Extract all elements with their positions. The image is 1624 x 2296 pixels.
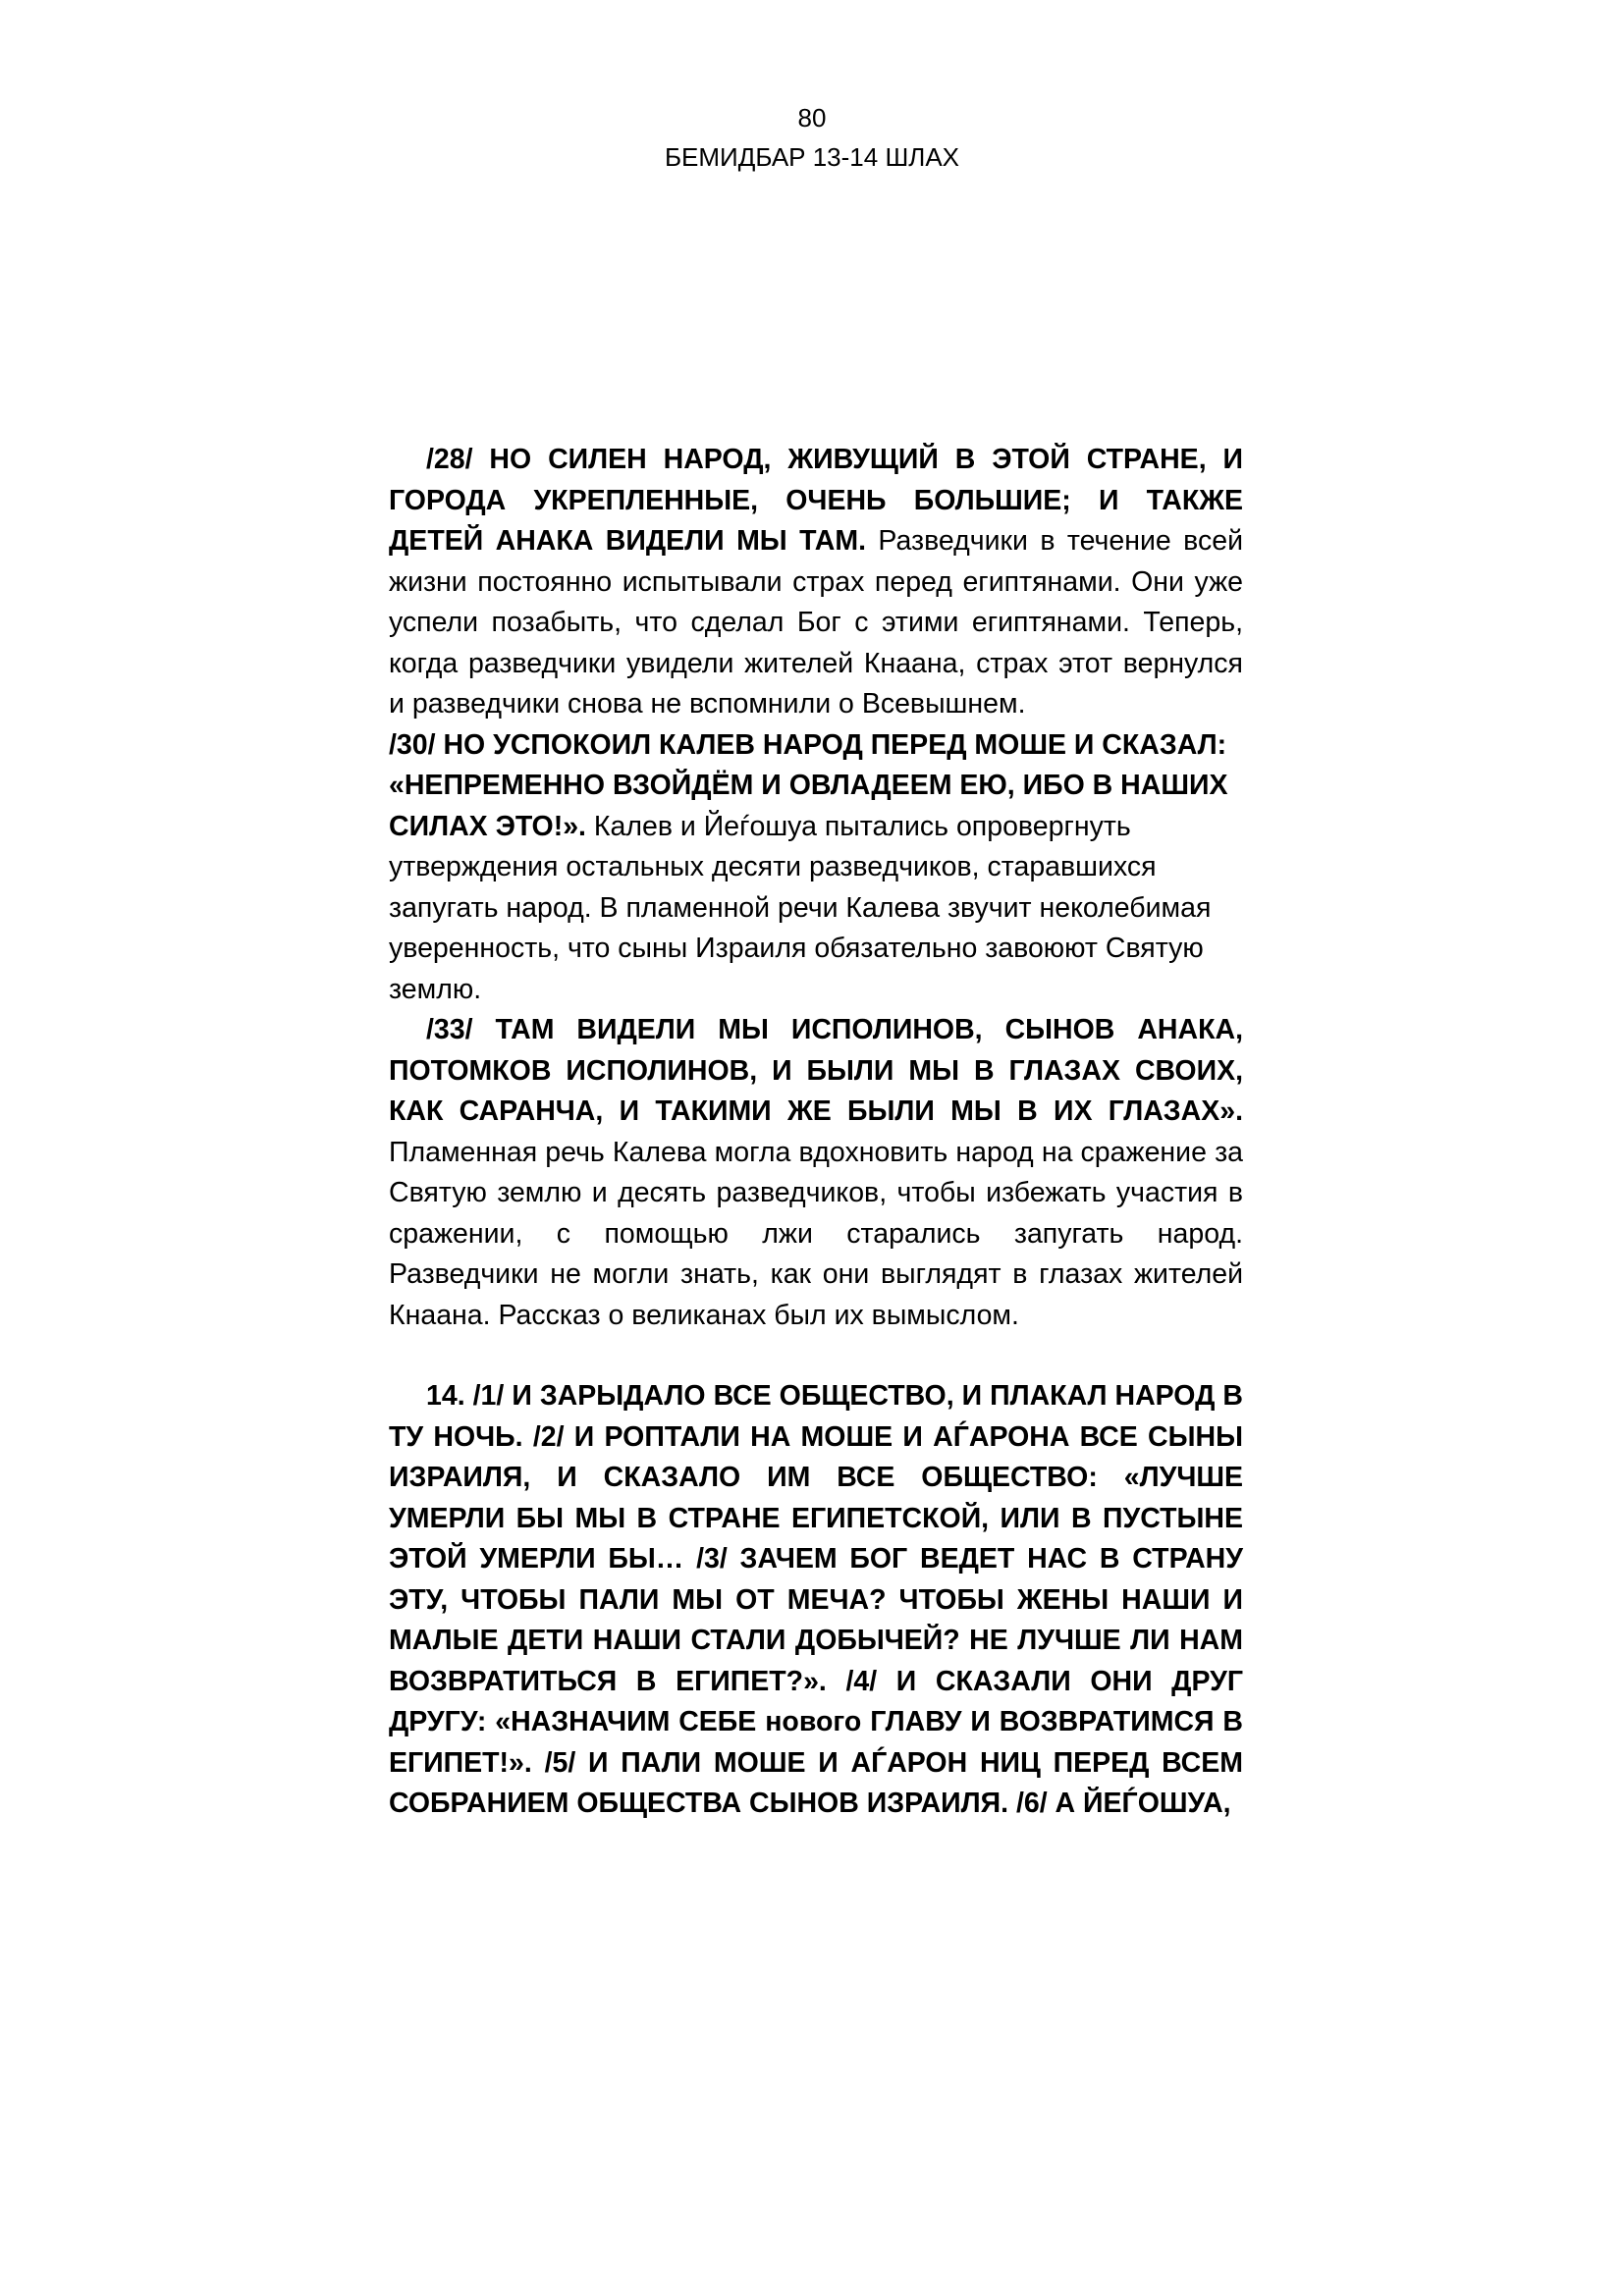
verse-text-continued: ГЛАВУ И ВОЗВРАТИМСЯ В ЕГИПЕТ!». /5/ И ПАЛИ МОШЕ И АЃАРОН НИЦ ПЕРЕД ВСЕМ СОБРАНИЕМ ОБЩЕСТВА СЫНОВ ИЗРАИЛЯ. /6/ А ЙЕЃОШУА, (389, 1706, 1244, 1819)
verse-text: /33/ ТАМ ВИДЕЛИ МЫ ИСПОЛИНОВ, СЫНОВ АНАКА, ПОТОМКОВ ИСПОЛИНОВ, И БЫЛИ МЫ В ГЛАЗАХ СВОИХ, КАК САРАНЧА, И ТАКИМИ ЖЕ БЫЛИ МЫ В ИХ ГЛАЗАХ». (389, 1014, 1243, 1127)
paragraph-gap (389, 1336, 1243, 1376)
verse-text: /28/ НО СИЛЕН НАРОД, ЖИВУЩИЙ В ЭТОЙ СТРАНЕ, И ГОРОДА УКРЕПЛЕННЫЕ, ОЧЕНЬ БОЛЬШИЕ; И ТАКЖЕ ДЕТЕЙ АНАКА ВИДЕЛИ МЫ ТАМ. (389, 444, 1243, 557)
running-title: БЕМИДБАР 13-14 ШЛАХ (664, 142, 960, 172)
paragraph-verse-33 (389, 1010, 1243, 1336)
commentary-text: Разведчики в течение всей жизни постоянно испытывали страх перед египтянами. Они уже успели позабыть, что сделал Бог с этими египтянами. Теперь, когда разведчики увидели жителей Кнаана, страх этот вернулся и разведчики снова не вспомнили о Всевышнем. (389, 525, 1244, 720)
inline-lowercase-word: нового (765, 1706, 862, 1737)
verse-text: /30/ НО УСПОКОИЛ КАЛЕВ НАРОД ПЕРЕД МОШЕ И СКАЗАЛ: «НЕПРЕМЕННО ВЗОЙДЁМ И ОВЛАДЕЕМ ЕЮ, ИБО В НАШИХ СИЛАХ ЭТО!». (389, 728, 1228, 842)
commentary-text: Калев и Йеѓошуа пытались опровергнуть утверждения остальных десяти разведчиков, старавшихся запугать народ. В пламенной речи Калева звучит неколебимая уверенность, что сыны Израиля обязательно завоюют Святую землю. (389, 810, 1212, 1005)
verse-text: 14. /1/ И ЗАРЫДАЛО ВСЕ ОБЩЕСТВО, И ПЛАКАЛ НАРОД В ТУ НОЧЬ. /2/ И РОПТАЛИ НА МОШЕ И АЃАРОНА ВСЕ СЫНЫ ИЗРАИЛЯ, И СКАЗАЛО ИМ ВСЕ ОБЩЕСТВО: «ЛУЧШЕ УМЕРЛИ БЫ МЫ В СТРАНЕ ЕГИПЕТСКОЙ, ИЛИ В ПУСТЫНЕ ЭТОЙ УМЕРЛИ БЫ… /3/ ЗАЧЕМ БОГ ВЕДЕТ НАС В СТРАНУ ЭТУ, ЧТОБЫ ПАЛИ МЫ ОТ МЕЧА? ЧТОБЫ ЖЕНЫ НАШИ И МАЛЫЕ ДЕТИ НАШИ СТАЛИ ДОБЫЧЕЙ? НЕ ЛУЧШЕ ЛИ НАМ ВОЗВРАТИТЬСЯ В ЕГИПЕТ?». /4/ И СКАЗАЛИ ОНИ ДРУГ ДРУГУ: «НАЗНАЧИМ СЕБЕ (389, 1380, 1243, 1737)
paragraph-verse-30 (389, 725, 1243, 1011)
commentary-text: Пламенная речь Калева могла вдохновить народ на сражение за Святую землю и десять разведчиков, чтобы избежать участия в сражении, с помощью лжи старались запугать народ. Разведчики не могли знать, как они выглядят в глазах жителей Кнаана. Рассказ о великанах был их вымыслом. (389, 1136, 1243, 1331)
paragraph-verse-28 (389, 440, 1243, 725)
page-number: 80 (797, 103, 827, 133)
main-text (389, 440, 1243, 1825)
paragraph-chapter-14 (389, 1376, 1243, 1825)
page-header (0, 98, 1624, 177)
